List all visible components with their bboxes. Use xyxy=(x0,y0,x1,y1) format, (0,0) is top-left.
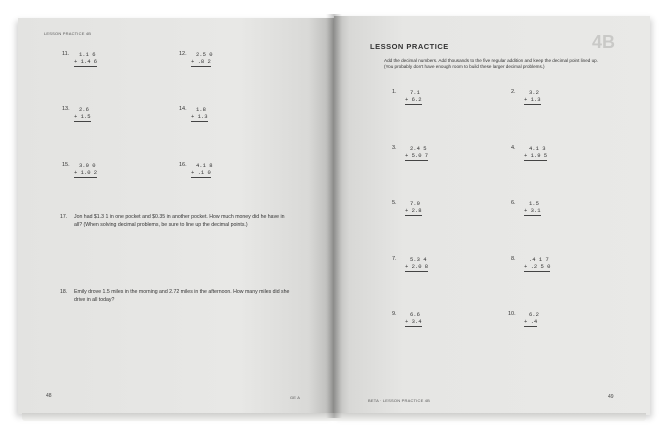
addend-bottom: + 1.3 xyxy=(191,113,208,120)
addend-bottom: + 1.3 xyxy=(524,96,541,103)
addend-bottom: + .2 5 0 xyxy=(524,263,551,270)
problem-number: 3. xyxy=(392,145,397,151)
word-problem-text: Jon had $1.3 1 in one pocket and $0.35 in another pocket. How much money did he have in all? (When solving decimal problems, be sure to line up the decimal points.) xyxy=(74,214,285,228)
problem-number: 13. xyxy=(62,106,70,112)
addend-top: 1.5 xyxy=(529,200,539,207)
word-problem-text: Emily drove 1.5 miles in the morning and 2.72 miles in the afternoon. How many miles did she drive in all today? xyxy=(74,289,290,303)
addend-top: 2.6 xyxy=(79,106,89,113)
page-title: LESSON PRACTICE xyxy=(370,42,449,51)
problem-number: 12. xyxy=(179,51,187,57)
problem-number: 5. xyxy=(392,200,397,206)
addend-top: .4 1 7 xyxy=(529,256,549,263)
lesson-badge: 4B xyxy=(592,32,616,52)
addend-bottom: + .8 2 xyxy=(191,58,211,65)
addend-bottom: + 3.4 xyxy=(405,318,422,325)
right-page-number: 49 xyxy=(608,394,614,400)
right-page xyxy=(334,16,650,415)
problem-number: 7. xyxy=(392,256,397,262)
problem-number: 16. xyxy=(179,162,187,168)
problem-number: 11. xyxy=(62,51,70,57)
problem-number: 9. xyxy=(392,311,397,317)
addend-bottom: + .1 0 xyxy=(191,169,211,176)
left-page-footer: GE A xyxy=(290,395,301,400)
addend-bottom: + 5.0 7 xyxy=(405,152,429,159)
addend-top: 3.0 0 xyxy=(79,162,96,169)
instructions: Add the decimal numbers. Add thousands to the five regular addition and keep the decimal point lined up. (You probably don't have enough room to build these larger decimal problems.) xyxy=(384,58,599,70)
addend-top: 7.0 xyxy=(410,200,420,207)
addend-top: 1.8 xyxy=(196,106,206,113)
addend-top: 2.4 5 xyxy=(410,145,427,152)
problem-number: 8. xyxy=(511,256,516,262)
problem-number: 14. xyxy=(179,106,187,112)
problem-number: 10. xyxy=(508,311,516,317)
problem-number: 2. xyxy=(511,89,516,95)
addend-top: 4.1 3 xyxy=(529,145,546,152)
addend-bottom: + 2.8 xyxy=(405,207,422,214)
addend-top: 4.1 8 xyxy=(196,162,213,169)
addend-top: 7.1 xyxy=(410,89,420,96)
addend-bottom: + 1.5 xyxy=(74,113,91,120)
addend-top: 6.6 xyxy=(410,311,420,318)
addend-bottom: + 1.9 5 xyxy=(524,152,548,159)
problem-number: 15. xyxy=(62,162,70,168)
addend-top: 5.3 4 xyxy=(410,256,427,263)
problem-number: 6. xyxy=(511,200,516,206)
problem-number: 17. xyxy=(60,214,68,220)
addend-bottom: + 6.2 xyxy=(405,96,422,103)
problem-number: 18. xyxy=(60,289,68,295)
problem-number: 4. xyxy=(511,145,516,151)
left-page-number: 48 xyxy=(46,393,52,399)
addend-bottom: + 2.0 8 xyxy=(405,263,429,270)
addend-bottom: + 3.1 xyxy=(524,207,541,214)
addend-top: 3.2 xyxy=(529,89,539,96)
right-page-footer: BETA · LESSON PRACTICE 4B xyxy=(368,398,431,403)
problem-number: 1. xyxy=(392,89,397,95)
book-spine xyxy=(326,14,342,418)
addend-top: 1.1 6 xyxy=(79,51,96,58)
addend-bottom: + 1.4 6 xyxy=(74,58,98,65)
addend-bottom: + 1.0 2 xyxy=(74,169,98,176)
addend-top: 6.2 xyxy=(529,311,539,318)
left-page-header: LESSON PRACTICE 4B xyxy=(44,31,92,36)
addend-bottom: + .4 xyxy=(524,318,538,325)
addend-top: 2.5 0 xyxy=(196,51,213,58)
